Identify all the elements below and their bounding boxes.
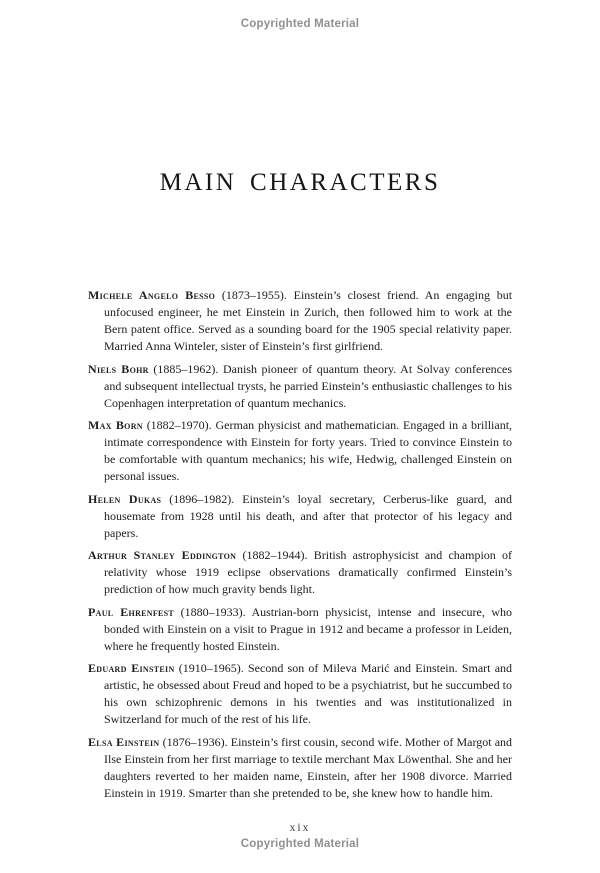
copyright-watermark-bottom: Copyrighted Material xyxy=(240,838,360,850)
character-description: British astrophysicist and champion of relativity whose 1919 eclipse observations dramatically confirmed Einstein’s prediction of how much gravity bends light. xyxy=(104,548,513,596)
character-description: Danish pioneer of quantum theory. At Solvay conferences and subsequent intellectual trysts, he parried Einstein’s enthusiastic challenges to his Copenhagen interpretation of quantum mechanics. xyxy=(104,361,512,410)
character-description: Einstein’s loyal secretary, Cerberus-like guard, and housemate from 1928 until his death, and after that protector of his legacy and papers. xyxy=(104,491,512,540)
character-description: Austrian-born physicist, intense and insecure, who bonded with Einstein on a visit to Prague in 1912 and became a professor in Leiden, where he frequently hosted Einstein. xyxy=(104,604,513,653)
character-dates: (1873–1955). xyxy=(221,288,287,302)
character-entry-born xyxy=(88,417,512,485)
character-description: Einstein’s first cousin, second wife. Mother of Margot and Ilse Einstein from her first marriage to textile merchant Max Löwenthal. She and her daughters reverted to her maiden name, Einstein, after her 1908 divorce. Married Einstein in 1919. Smarter than she pretended to be, she knew how to handle him. xyxy=(104,734,513,800)
character-entry-eddington xyxy=(88,547,512,598)
page-number: xix xyxy=(289,822,311,834)
character-entry-eduard-einstein xyxy=(88,660,512,728)
character-dates: (1880–1933). xyxy=(180,604,246,619)
character-dates: (1882–1970). xyxy=(146,418,212,432)
character-entry-elsa-einstein xyxy=(88,734,512,802)
character-entry-besso xyxy=(88,287,512,355)
character-name: Niels Bohr xyxy=(88,361,149,376)
character-entry-ehrenfest xyxy=(88,604,512,655)
character-entry-bohr xyxy=(88,361,512,412)
character-dates: (1885–1962). xyxy=(153,361,219,376)
character-list xyxy=(88,287,512,807)
page-title: MAIN CHARACTERS xyxy=(159,168,441,196)
character-dates: (1910–1965). xyxy=(178,661,244,675)
character-dates: (1882–1944). xyxy=(242,548,308,562)
character-dates: (1896–1982). xyxy=(169,491,235,506)
character-name: Elsa Einstein xyxy=(88,734,160,749)
character-description: Einstein’s closest friend. An engaging but unfocused engineer, he met Einstein in Zurich, then followed him to work at the Bern patent office. Served as a sounding board for the 1905 special relativity paper. Married Anna Winteler, sister of Einstein’s first girlfriend. xyxy=(104,288,513,353)
character-description: German physicist and mathematician. Engaged in a brilliant, intimate correspondence with Einstein for forty years. Tried to convince Einstein to be comfortable with quantum mechanics; his wife, Hedwig, challenged Einstein on personal issues. xyxy=(104,418,513,483)
character-name: Max Born xyxy=(88,418,143,432)
character-name: Paul Ehrenfest xyxy=(88,604,175,619)
character-name: Helen Dukas xyxy=(88,491,162,506)
character-name: Arthur Stanley Eddington xyxy=(88,548,237,562)
character-description: Second son of Mileva Marić and Einstein. Smart and artistic, he obsessed about Freud and hoped to be a psychiatrist, but he succumbed to his own schizophrenic demons in his twenties and was institutionalized in Switzerland for much of the rest of his life. xyxy=(104,661,513,726)
character-entry-dukas xyxy=(88,491,512,542)
character-dates: (1876–1936). xyxy=(162,734,228,749)
character-name: Michele Angelo Besso xyxy=(88,288,216,302)
character-name: Eduard Einstein xyxy=(88,661,175,675)
copyright-watermark-top: Copyrighted Material xyxy=(240,18,360,30)
